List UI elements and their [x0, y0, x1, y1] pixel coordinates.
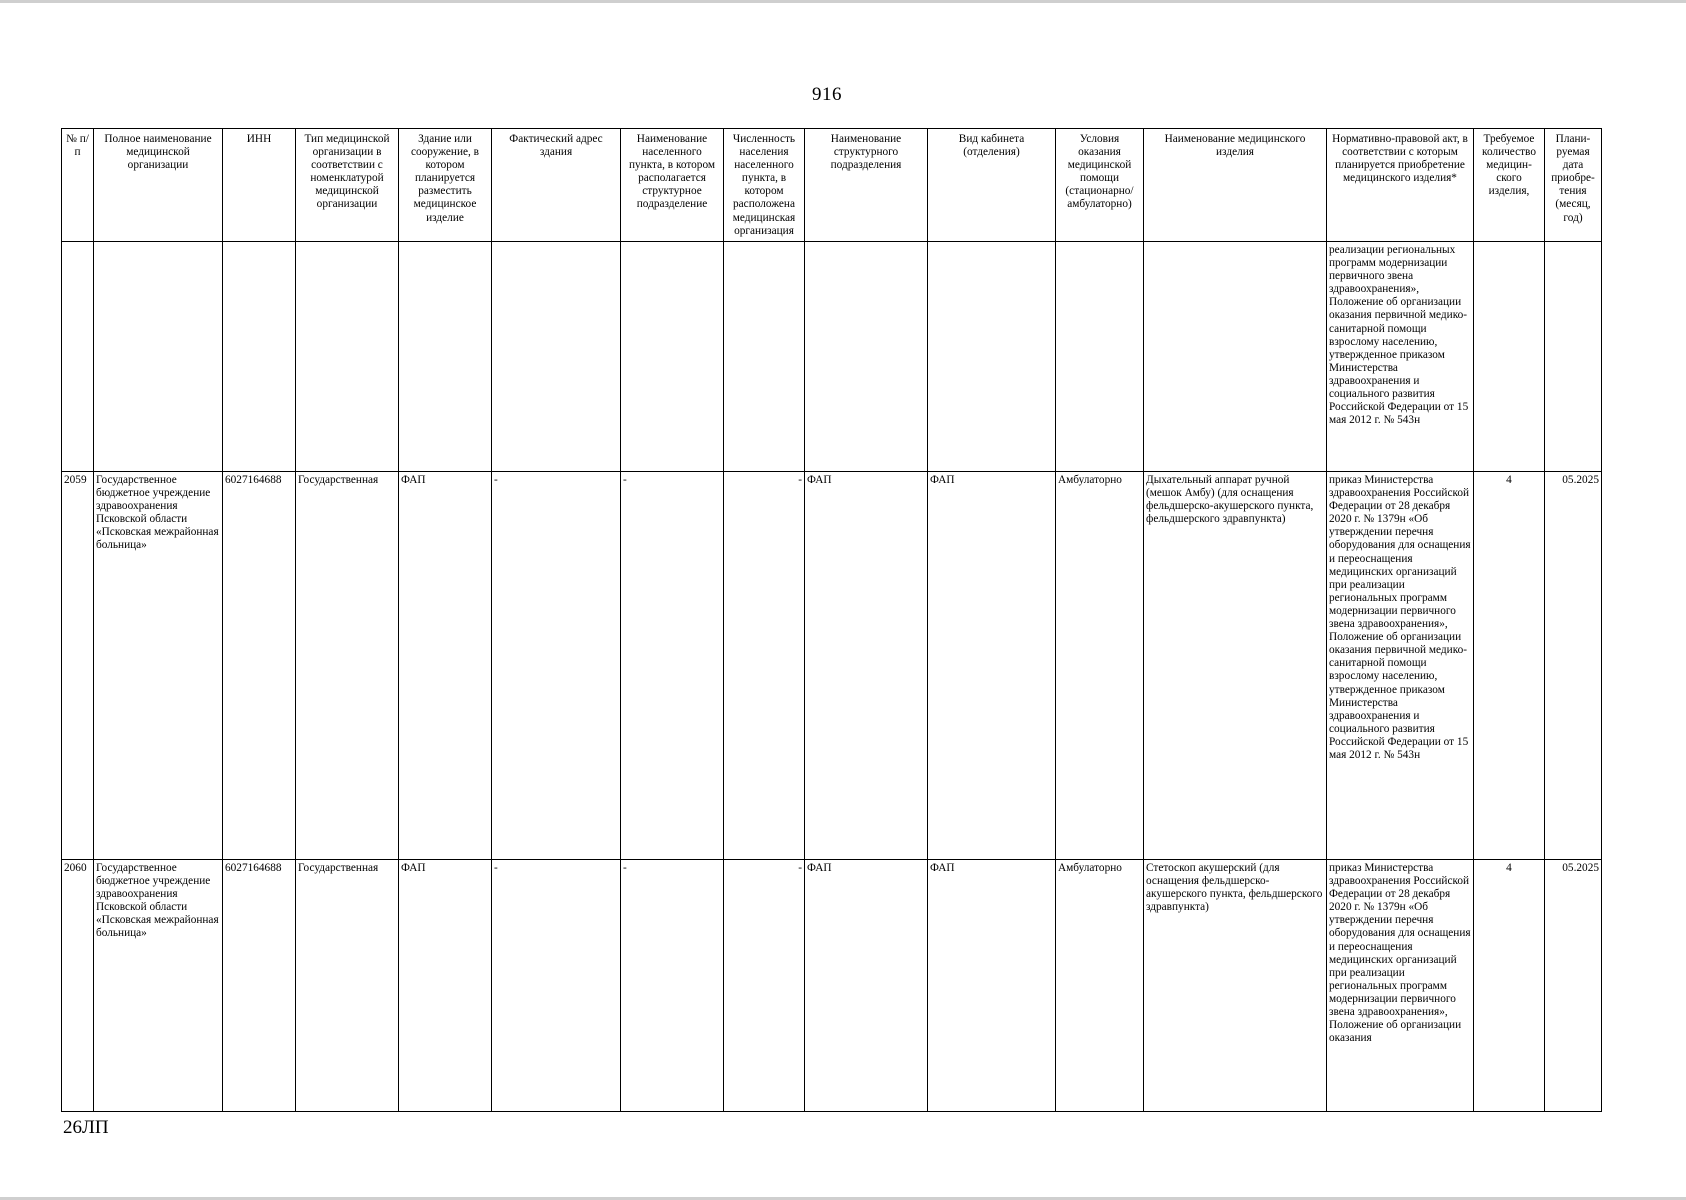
col-header-subdivision: Наименование структурного подразделения — [805, 129, 928, 242]
cell-num: 2059 — [62, 472, 94, 860]
header-row — [62, 129, 1602, 242]
cell-address: - — [492, 860, 621, 1112]
cell-population: - — [724, 472, 805, 860]
table-row-continuation — [62, 242, 1602, 472]
col-header-population: Численность населения населенного пункта, в котором расположена медицинская организация — [724, 129, 805, 242]
cell-subdivision: ФАП — [805, 472, 928, 860]
equipment-registry-table — [61, 128, 1602, 1112]
cell-device: Стетоскоп акушерский (для оснащения фельдшерско-акушерского пункта, фельдшерского здравпункта) — [1144, 860, 1327, 1112]
cell-conditions: Амбулаторно — [1056, 860, 1144, 1112]
col-header-date: Плани-руемая дата приобре-тения (месяц, год) — [1545, 129, 1602, 242]
cell-inn: 6027164688 — [223, 472, 296, 860]
cell-settlement: - — [621, 860, 724, 1112]
col-header-cabinet: Вид кабинета (отделения) — [928, 129, 1056, 242]
cell-device: Дыхательный аппарат ручной (мешок Амбу) (для оснащения фельдшерско-акушерского пункта, фельдшерского здравпункта) — [1144, 472, 1327, 860]
cell-address: - — [492, 472, 621, 860]
table-row — [62, 472, 1602, 860]
col-header-inn: ИНН — [223, 129, 296, 242]
cell-cabinet: ФАП — [928, 472, 1056, 860]
cell-inn: 6027164688 — [223, 860, 296, 1112]
cell-building: ФАП — [399, 472, 492, 860]
cell-legal-act: приказ Министерства здравоохранения Российской Федерации от 28 декабря 2020 г. № 1379н «Об утверждении перечня оборудования для оснащения и переоснащения медицинских организаций при реализации региональных программ модернизации первичного звена здравоохранения», Положение об организации оказания — [1327, 860, 1474, 1112]
col-header-legal-act: Нормативно-правовой акт, в соответствии с которым планируется приобретение медицинского изделия* — [1327, 129, 1474, 242]
cell-org-name: Государственное бюджетное учреждение здравоохранения Псковской области «Псковская межрайонная больница» — [94, 860, 223, 1112]
cell-num: 2060 — [62, 860, 94, 1112]
cell-quantity: 4 — [1474, 472, 1545, 860]
col-header-address: Фактический адрес здания — [492, 129, 621, 242]
col-header-building: Здание или сооружение, в котором планируется разместить медицинское изделие — [399, 129, 492, 242]
cell-settlement: - — [621, 472, 724, 860]
cell-subdivision: ФАП — [805, 860, 928, 1112]
cell-legal-act: приказ Министерства здравоохранения Российской Федерации от 28 декабря 2020 г. № 1379н «Об утверждении перечня оборудования для оснащения и переоснащения медицинских организаций при реализации региональных программ модернизации первичного звена здравоохранения», Положение об организации оказания первичной медико-санитарной помощи взрослому населению, утвержденное приказом Министерства здравоохранения и социального развития Российской Федерации от 15 мая 2012 г. № 543н — [1327, 472, 1474, 860]
col-header-org-name: Полное наименование медицинской организации — [94, 129, 223, 242]
cell-date: 05.2025 — [1545, 472, 1602, 860]
table-row — [62, 860, 1602, 1112]
cell-date: 05.2025 — [1545, 860, 1602, 1112]
cell-org-type: Государственная — [296, 860, 399, 1112]
cell-org-type: Государственная — [296, 472, 399, 860]
col-header-quantity: Требуемое количество медицин-ского изделия, — [1474, 129, 1545, 242]
cell-legal-act: реализации региональных программ модернизации первичного звена здравоохранения», Положение об организации оказания первичной медико-санитарной помощи взрослому населению, утвержденное приказом Министерства здравоохранения и социального развития Российской Федерации от 15 мая 2012 г. № 543н — [1327, 242, 1474, 472]
cell-conditions: Амбулаторно — [1056, 472, 1144, 860]
page-number: 916 — [812, 84, 842, 105]
col-header-device: Наименование медицинского изделия — [1144, 129, 1327, 242]
document-code: 26ЛП — [63, 1117, 109, 1138]
col-header-conditions: Условия оказания медицинской помощи (стационарно/ амбулаторно) — [1056, 129, 1144, 242]
cell-quantity: 4 — [1474, 860, 1545, 1112]
col-header-settlement: Наименование населенного пункта, в котором располагается структурное подразделение — [621, 129, 724, 242]
scan-edge-top — [0, 0, 1686, 3]
col-header-num: № п/п — [62, 129, 94, 242]
col-header-org-type: Тип медицинской организации в соответствии с номенклатурой медицинской организации — [296, 129, 399, 242]
cell-cabinet: ФАП — [928, 860, 1056, 1112]
cell-org-name: Государственное бюджетное учреждение здравоохранения Псковской области «Псковская межрайонная больница» — [94, 472, 223, 860]
cell-building: ФАП — [399, 860, 492, 1112]
cell-population: - — [724, 860, 805, 1112]
